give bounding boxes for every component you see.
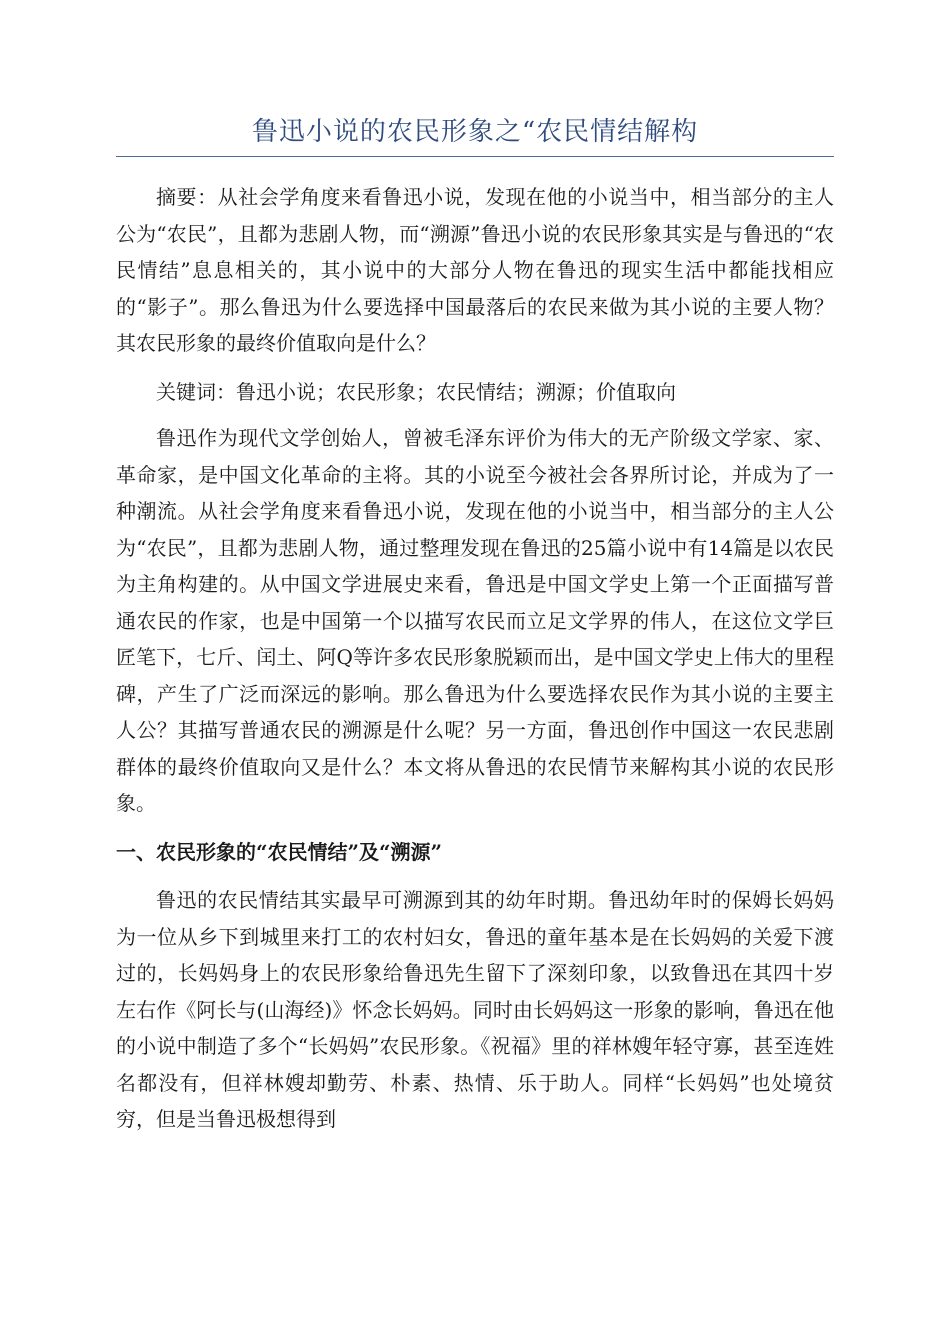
intro-paragraph: 鲁迅作为现代文学创始人，曾被毛泽东评价为伟大的无产阶级文学家、家、革命家，是中国文化革命的主将。其的小说至今被社会各界所讨论，并成为了一种潮流。从社会学角度来看鲁迅小说，发现在他的小说当中，相当部分的主人公为“农民”，且都为悲剧人物，通过整理发现在鲁迅的25篇小说中有14篇是以农民为主角构建的。从中国文学进展史来看，鲁迅是中国文学史上第一个正面描写普通农民的作家，也是中国第一个以描写农民而立足文学界的伟人，在这位文学巨匠笔下，七斤、闰土、阿Q等许多农民形象脱颖而出，是中国文学史上伟大的里程碑，产生了广泛而深远的影响。那么鲁迅为什么要选择农民作为其小说的主要主人公？其描写普通农民的溯源是什么呢？另一方面，鲁迅创作中国这一农民悲剧群体的最终价值取向又是什么？本文将从鲁迅的农民情节来解构其小说的农民形象。 <box>116 426 834 815</box>
title-underline <box>116 156 834 157</box>
abstract-paragraph: 摘要：从社会学角度来看鲁迅小说，发现在他的小说当中，相当部分的主人公为“农民”，且都为悲剧人物，而“溯源”鲁迅小说的农民形象其实是与鲁迅的“农民情结”息息相关的，其小说中的大部分人物在鲁迅的现实生活中都能找相应的“影子”。那么鲁迅为什么要选择中国最落后的农民来做为其小说的主要人物？其农民形象的最终价值取向是什么？ <box>116 185 834 355</box>
section-heading: 一、农民形象的“农民情结”及“溯源” <box>116 839 443 864</box>
section-paragraph: 鲁迅的农民情结其实最早可溯源到其的幼年时期。鲁迅幼年时的保姆长妈妈为一位从乡下到城里来打工的农村妇女，鲁迅的童年基本是在长妈妈的关爱下渡过的，长妈妈身上的农民形象给鲁迅先生留下了深刻印象，以致鲁迅在其四十岁左右作《阿长与(山海经)》怀念长妈妈。同时由长妈妈这一形象的影响，鲁迅在他的小说中制造了多个“长妈妈”农民形象。《祝福》里的祥林嫂年轻守寡，甚至连姓名都没有，但祥林嫂却勤劳、朴素、热情、乐于助人。同样“长妈妈”也处境贫穷，但是当鲁迅极想得到 <box>116 888 834 1131</box>
document-title: 鲁迅小说的农民形象之“农民情结解构 <box>251 117 699 147</box>
document-page <box>116 112 834 1150</box>
keywords-line: 关键词：鲁迅小说；农民形象；农民情结；溯源；价值取向 <box>156 379 676 404</box>
